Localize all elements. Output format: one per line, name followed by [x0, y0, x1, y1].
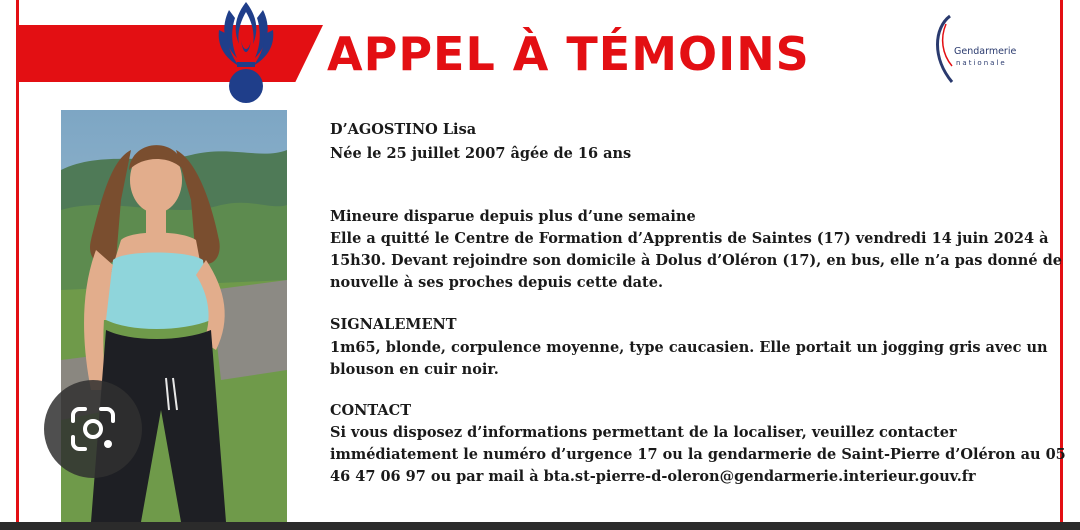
- bottom-bar: [0, 522, 1080, 530]
- signalement-line: blouson en cuir noir.: [330, 361, 499, 378]
- birth-info: Née le 25 juillet 2007 âgée de 16 ans: [330, 145, 632, 162]
- signalement-line: 1m65, blonde, corpulence moyenne, type caucasien. Elle portait un jogging gris avec un: [330, 339, 1048, 356]
- contact-line: Si vous disposez d’informations permettant de la localiser, veuillez contacter: [330, 424, 957, 441]
- page-title: APPEL À TÉMOINS: [327, 27, 810, 81]
- missing-line: nouvelle à ses proches depuis cette date.: [330, 274, 663, 291]
- contact-line: immédiatement le numéro d’urgence 17 ou la gendarmerie de Saint-Pierre d’Oléron au 05: [330, 446, 1066, 463]
- missing-line: 15h30. Devant rejoindre son domicile à Dolus d’Oléron (17), en bus, elle n’a pas donné de: [330, 252, 1062, 269]
- missing-line: Elle a quitté le Centre de Formation d’Apprentis de Saintes (17) vendredi 14 juin 2024 à: [330, 230, 1049, 247]
- google-lens-icon: [67, 403, 119, 455]
- grenade-emblem-icon: [215, 0, 277, 106]
- person-name: D’AGOSTINO Lisa: [330, 121, 477, 138]
- logo-subtext: nationale: [956, 59, 1007, 67]
- missing-line: Mineure disparue depuis plus d’une semaine: [330, 208, 696, 225]
- signalement-heading: SIGNALEMENT: [330, 316, 457, 333]
- google-lens-button[interactable]: [44, 380, 142, 478]
- contact-heading: CONTACT: [330, 402, 412, 419]
- logo-text: Gendarmerie: [954, 46, 1017, 57]
- contact-line: 46 47 06 97 ou par mail à bta.st-pierre-d-oleron@gendarmerie.interieur.gouv.fr: [330, 468, 976, 485]
